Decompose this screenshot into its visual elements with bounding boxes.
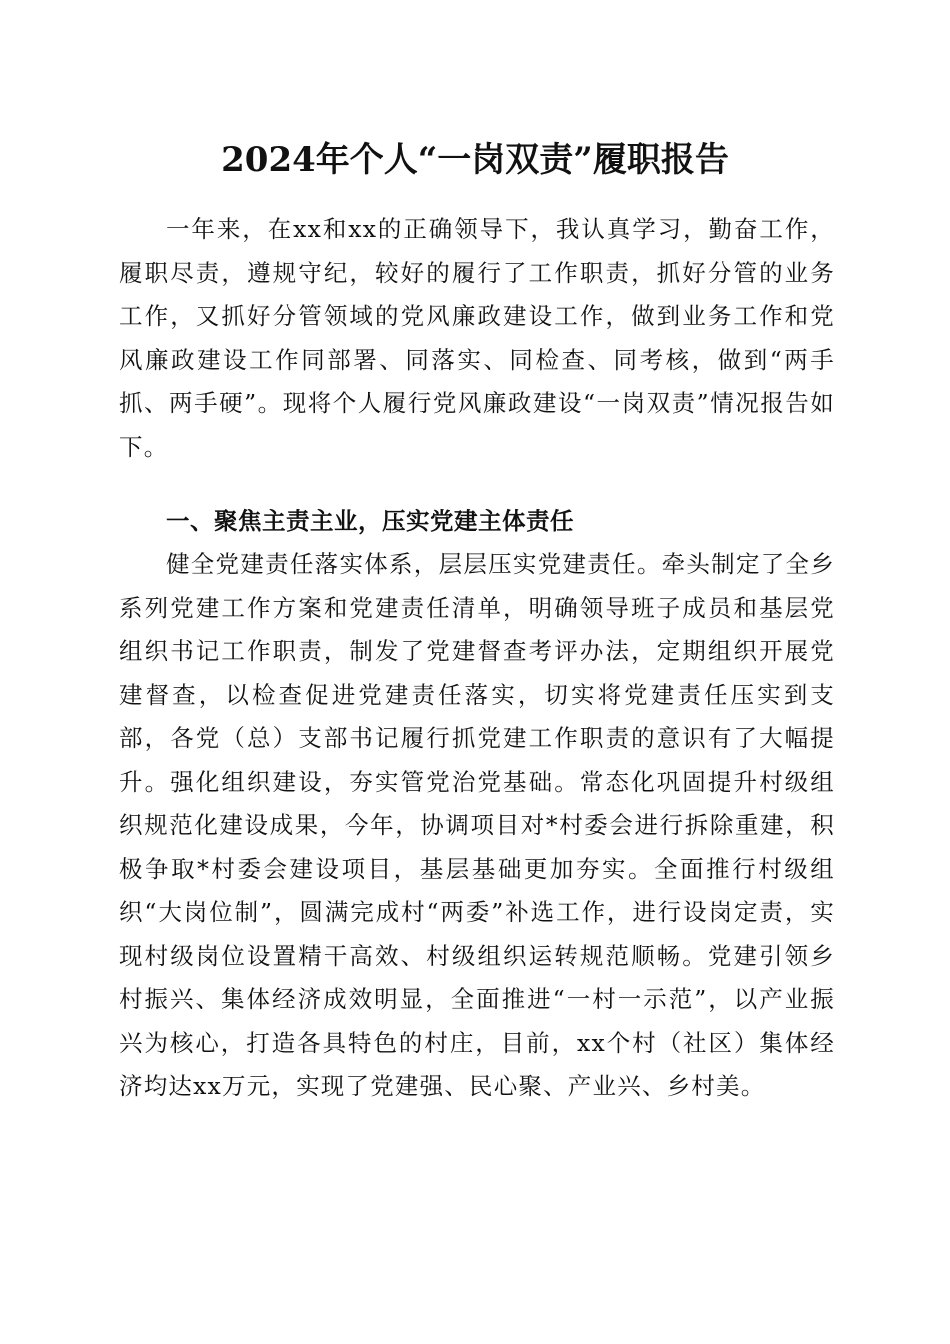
section-heading-1: 一、聚焦主责主业，压实党建主体责任: [166, 507, 574, 535]
document-title: 2024年个人“一岗双责”履职报告: [221, 140, 729, 180]
intro-paragraph: 一年来，在xx和xx的正确领导下，我认真学习，勤奋工作，履职尽责，遵规守纪，较好的履行了工作职责，抓好分管的业务工作，又抓好分管领域的党风廉政建设工作，做到业务工作和党风廉政建设工作同部署、同落实、同检查、同考核，做到“两手抓、两手硬”。现将个人履行党风廉政建设“一岗双责”情况报告如下。: [119, 215, 835, 461]
section-1-paragraph: 健全党建责任落实体系，层层压实党建责任。牵头制定了全乡系列党建工作方案和党建责任清单，明确领导班子成员和基层党组织书记工作职责，制发了党建督查考评办法，定期组织开展党建督查，以检查促进党建责任落实，切实将党建责任压实到支部，各党（总）支部书记履行抓党建工作职责的意识有了大幅提升。强化组织建设，夯实管党治党基础。常态化巩固提升村级组织规范化建设成果，今年，协调项目对*村委会进行拆除重建，积极争取*村委会建设项目，基层基础更加夯实。全面推行村级组织“大岗位制”，圆满完成村“两委”补选工作，进行设岗定责，实现村级岗位设置精干高效、村级组织运转规范顺畅。党建引领乡村振兴、集体经济成效明显，全面推进“一村一示范”，以产业振兴为核心，打造各具特色的村庄，目前，xx个村（社区）集体经济均达xx万元，实现了党建强、民心聚、产业兴、乡村美。: [119, 550, 835, 1100]
